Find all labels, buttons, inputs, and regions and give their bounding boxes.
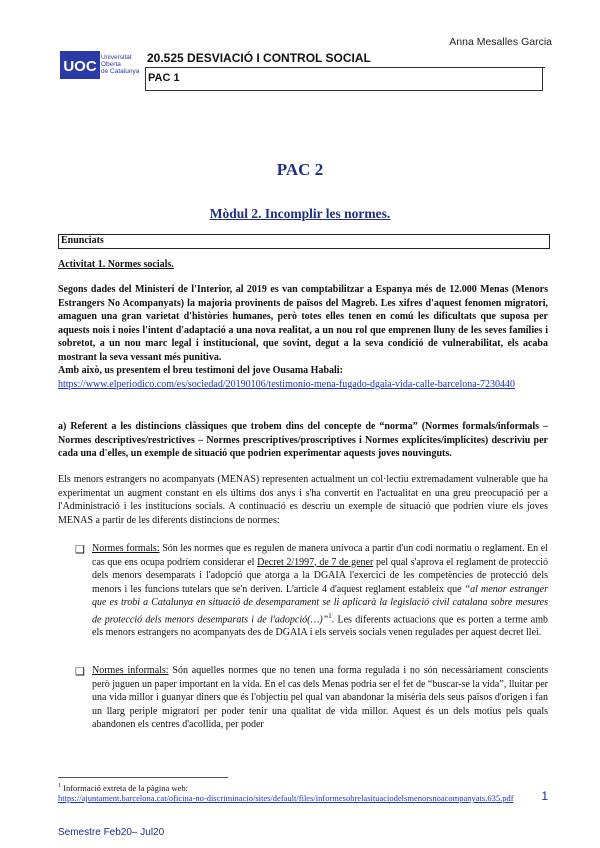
article-quote: “al menor estranger que es trobi a Catalunya en situació de desemparament se li aplicarà la legislació civil catalana sobre mesures de protecció dels menors desemparats i de l'adopció(…)”: [92, 583, 548, 625]
logo-caption: [101, 54, 139, 76]
footnote-mark: 1: [58, 783, 61, 789]
bullet-term: Normes formals:: [92, 543, 160, 554]
header-course-row: [145, 47, 545, 68]
page-number: 1: [541, 789, 548, 803]
bullet-text: . Les diferents actuacions que es porten a terme amb els menors estrangers no acompanyats des de DGAIA i els serveis socials venen regulades per aquest decret llei.: [92, 613, 548, 639]
activity-heading: Activitat 1. Normes socials.: [58, 259, 174, 270]
question-a: a) Referent a les distincions clàssiques que trobem dins del concepte de “norma” (Normes formals/informals – Normes descriptives/restrictives – Normes prescriptives/proscriptives i Normes explícites/implícites) descriviu per cada una d'elles, un exemple de situació que podrien experimentar aquests joves nouvinguts.: [58, 421, 548, 459]
enunciats-label: Enunciats: [61, 235, 104, 246]
logo-abbr: UOC: [63, 58, 97, 75]
bullet-formal: [92, 542, 548, 640]
header-pac-row: [145, 67, 543, 91]
bullet-text: Són aquelles normes que no tenen una forma regulada i no són necessàriament conscients però juguen un paper important en la vida. En el cas dels Menas podria ser el fet de “buscar-se la vida”, lluitar per una vida millor i guanyar diners que és l'objectiu pel qual van abandonar la misèria dels seus països d'origen i fan un llarg periple migratori per poder tenir una qualitat de vida millor. Aquest és un dels motius pels quals abandonen els centres d'acollida, per poder: [92, 665, 548, 730]
author-name: Anna Mesalles Garcia: [449, 36, 552, 48]
course-title: 20.525 DESVIACIÓ I CONTROL SOCIAL: [147, 51, 371, 65]
footnote-link-wrap: [58, 793, 548, 804]
module-subtitle: Mòdul 2. Incomplir les normes.: [209, 206, 391, 221]
logo-line: de Catalunya: [101, 68, 140, 76]
testimoni-link[interactable]: https://www.elperiodico.com/es/sociedad/20190106/testimonio-mena-fugado-dgaia-vida-calle-barcelona-7230440: [58, 379, 515, 390]
testimoni-intro: Amb això, us presentem el breu testimoni del jove Ousama Habali:: [58, 365, 343, 376]
footnote: [58, 781, 548, 794]
enunciats-box: [58, 234, 550, 249]
logo-line: Universitat: [101, 54, 132, 61]
bullet-text: Són les normes que es regulen de manera unívoca a partir d'un codi normatiu o reglament. En el cas que ens ocupa podríem considerar el: [92, 543, 548, 568]
header-table: [145, 47, 545, 92]
bullet-text: pel qual s'aprova el reglament de protecció dels menors desemparats i l'adopció que atorga a la DGAIA l'exercici de les competències de protecció dels menors i les funcions tutelars que se'n deriven. L'article 4 d'aquest reglament estableix que: [92, 556, 549, 595]
pac-label: PAC 1: [148, 72, 180, 84]
checkbox-bullet-icon: ❑: [75, 666, 85, 678]
footer-semester: Semestre Feb20– Jul20: [58, 827, 165, 838]
checkbox-bullet-icon: ❑: [75, 544, 85, 556]
testimoni-link-wrap: [58, 378, 548, 392]
page-title: PAC 2: [276, 160, 324, 179]
decree-ref: Decret 2/1997, de 7 de gener: [257, 556, 374, 568]
footnote-link[interactable]: https://ajuntament.barcelona.cat/oficina-no-discriminacio/sites/default/files/informesobrelasituaciodelsmenorsnoacompanyats.635.pdf: [58, 793, 514, 803]
footnote-divider: [58, 777, 228, 778]
bullet-term: Normes informals:: [92, 665, 169, 676]
footnote-label: Informació extreta de la pàgina web:: [63, 782, 188, 793]
answer-intro: Els menors estrangers no acompanyats (MENAS) representen actualment un col·lectiu extremadament vulnerable que ha experimentat un augment constant en els últims dos anys i s'ha convertit en l'actualitat en una greu preocupació per a l'Administració i les institucions socials. A continuació es descriu un exemple de situació que podrien viure els joves MENAS a partir de les diferents distincions de normes:: [58, 474, 548, 526]
footnote-ref[interactable]: 1: [328, 611, 332, 620]
intro-paragraph: Segons dades del Ministeri de l'Interior, al 2019 es van comptabilitzar a Espanya més de 12.000 Menas (Menors Estrangers No Acompanyats) la majoria provinents de països del Magreb. Les xifres d'aquest fenomen migratori, amaguen una gran varietat d'històries humanes, però totes elles tenen en comú les dificultats que suposa per aquests nois i noies l'intent d'adaptació a una nova realitat, a un nou rol que emprenen lluny de les seves famílies i sobretot, a un nou marc legal i institucional, que sovint, degut a la seva condició de vulnerabilitat, els acaba mostrant la seva vessant més punitiva.: [58, 284, 548, 363]
bullet-informal: [92, 664, 548, 732]
logo-line: Oberta: [101, 61, 121, 69]
